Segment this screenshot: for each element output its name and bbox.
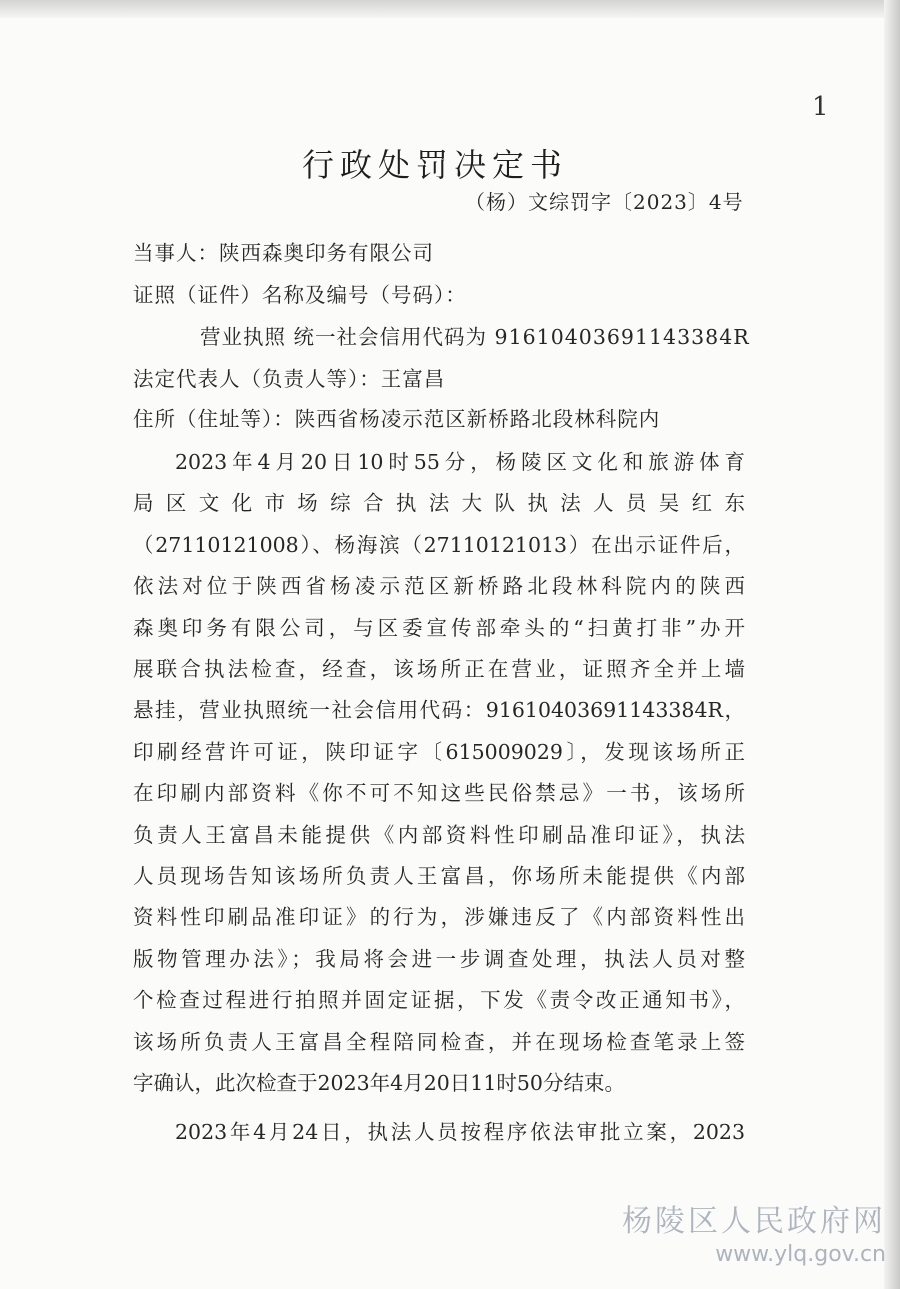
paragraph-line: 版物管理办法》；我局将会进一步调查处理，执法人员对整 <box>133 946 745 971</box>
paragraph-line: 悬挂，营业执照统一社会信用代码：91610403691143384R， <box>133 698 745 723</box>
site-watermark <box>622 1196 886 1267</box>
paragraph-line: 印刷经营许可证，陕印证字〔615009029〕，发现该场所正 <box>133 739 745 764</box>
paragraph-line: 该场所负责人王富昌全程陪同检查，并在现场检查笔录上签 <box>133 1029 745 1054</box>
paragraph-line: 资料性印刷品准印证》的行为，涉嫌违反了《内部资料性出 <box>133 905 745 930</box>
party-line: 当事人：陕西森奥印务有限公司 <box>133 241 434 265</box>
paragraph-line: （27110121008）、杨海滨（27110121013）在出示证件后， <box>133 532 745 557</box>
document-number: （杨）文综罚字〔2023〕4号 <box>465 190 744 214</box>
license-value: 营业执照 统一社会信用代码为 91610403691143384R <box>200 325 750 349</box>
paragraph-line: 字确认，此次检查于2023年4月20日11时50分结束。 <box>133 1071 625 1096</box>
paragraph-filing <box>133 1112 745 1153</box>
watermark-site-name: 杨陵区人民政府网 <box>622 1204 886 1239</box>
scan-shadow-top <box>0 0 900 18</box>
legal-representative: 法定代表人（负责人等）：王富昌 <box>133 367 446 391</box>
paragraph-line: 个检查过程进行拍照并固定证据，下发《责令改正通知书》， <box>133 988 745 1013</box>
watermark-site-url: www.ylq.gov.cn <box>715 1242 886 1267</box>
paragraph-line: 负责人王富昌未能提供《内部资料性印刷品准印证》，执法 <box>133 822 745 847</box>
paragraph-line: 展联合执法检查，经查，该场所正在营业，证照齐全并上墙 <box>133 657 745 682</box>
document-title: 行政处罚决定书 <box>301 146 568 184</box>
license-label: 证照（证件）名称及编号（号码）： <box>133 283 467 307</box>
scan-shadow-right <box>884 0 900 1289</box>
paragraph-line: 局区文化市场综合执法大队执法人员吴红东 <box>133 491 745 516</box>
paragraph-line: 森奥印务有限公司，与区委宣传部牵头的“扫黄打非”办开 <box>133 615 745 640</box>
paragraph-line: 人员现场告知该场所负责人王富昌，你场所未能提供《内部 <box>133 864 745 889</box>
paragraph-line: 依法对位于陕西省杨凌示范区新桥路北段林科院内的陕西 <box>133 574 745 599</box>
paragraph-line: 在印刷内部资料《你不可不知这些民俗禁忌》一书，该场所 <box>133 781 745 806</box>
paragraph-line: 2023年4月20日10时55分，杨陵区文化和旅游体育 <box>175 450 745 474</box>
address-line: 住所（住址等）：陕西省杨凌示范区新桥路北段林科院内 <box>133 407 661 431</box>
paragraph-facts <box>133 442 745 1105</box>
paragraph-line: 2023年4月24日，执法人员按程序依法审批立案，2023 <box>175 1120 745 1144</box>
page-number: 1 <box>812 92 829 122</box>
